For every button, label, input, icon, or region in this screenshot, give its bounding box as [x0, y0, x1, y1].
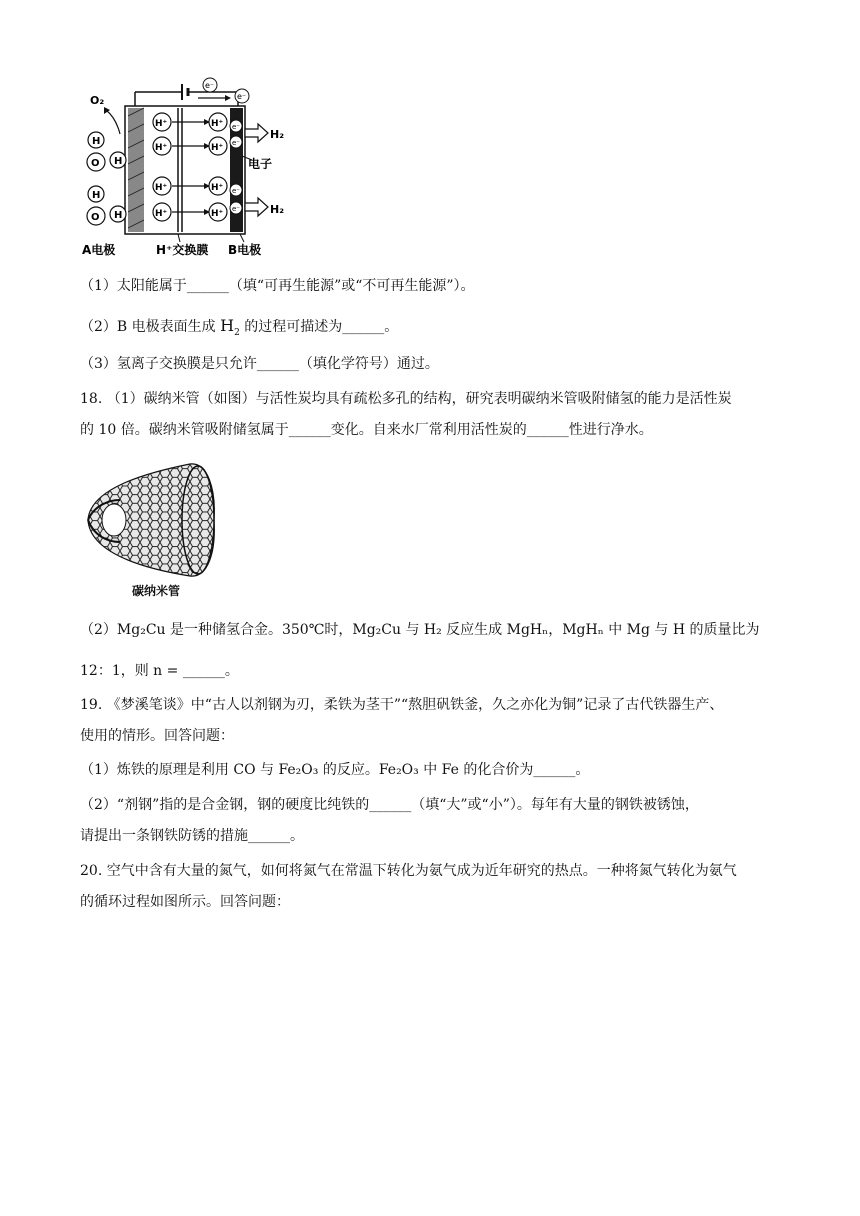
b-electrode-label: B电极	[228, 243, 262, 257]
q19-part1: （1）炼铁的原理是利用 CO 与 Fe₂O₃ 的反应。Fe₂O₃ 中 Fe 的化合价为______。	[80, 762, 590, 778]
svg-text:H⁺: H⁺	[155, 143, 168, 153]
q17-part2-pre: （2）B 电极表面生成	[80, 319, 221, 335]
q17-part2-formula	[220, 316, 240, 339]
q19-part2-line1: （2）“剂钢”指的是合金钢，钢的硬度比纯铁的______（填“大”或“小”）。每年有大量的钢铁被锈蚀，	[80, 797, 699, 813]
nanotube-caption: 碳纳米管	[132, 584, 181, 598]
q19-stem-line2: 使用的情形。回答问题：	[80, 728, 234, 744]
svg-text:e⁻: e⁻	[237, 92, 247, 101]
q19-stem-line1: 19. 《梦溪笔谈》中“古人以剂钢为刃，柔铁为茎干”“熬胆矾铁釜，久之亦化为铜”记录了古代铁器生产、	[80, 697, 724, 713]
q18-stem-line1: 18. （1）碳纳米管（如图）与活性炭均具有疏松多孔的结构，研究表明碳纳米管吸附储氢的能力是活性炭	[80, 391, 732, 407]
q18-stem-line2: 的 10 倍。碳纳米管吸附储氢属于______变化。自来水厂常利用活性炭的______性进行净水。	[80, 422, 653, 438]
q17-part1: （1）太阳能属于______（填“可再生能源”或“不可再生能源”）。	[80, 278, 475, 294]
nanotube-figure	[80, 460, 220, 602]
svg-text:H⁺: H⁺	[211, 209, 224, 219]
q20-stem-line1: 20. 空气中含有大量的氮气，如何将氮气在常温下转化为氨气成为近年研究的热点。一种将氮气转化为氨气	[80, 863, 737, 879]
svg-text:e⁻: e⁻	[232, 187, 241, 195]
q17-part2	[80, 316, 398, 343]
q17-part2-post: 的过程可描述为______。	[239, 319, 399, 335]
svg-text:H: H	[92, 136, 101, 147]
svg-text:e⁻: e⁻	[232, 139, 241, 147]
h2-formula-symbol: H	[220, 316, 235, 335]
electrolysis-figure	[80, 76, 290, 262]
nanotube-diagram	[80, 460, 220, 584]
svg-text:H⁺: H⁺	[155, 209, 168, 219]
o2-label: O₂	[90, 94, 105, 107]
svg-text:H: H	[92, 190, 101, 201]
h2-label-top: H₂	[270, 128, 285, 141]
svg-text:H⁺: H⁺	[211, 183, 224, 193]
svg-text:H: H	[114, 156, 123, 167]
svg-text:H⁺: H⁺	[155, 119, 168, 129]
svg-text:O: O	[91, 212, 100, 223]
svg-text:H⁺: H⁺	[211, 143, 224, 153]
svg-text:H⁺: H⁺	[155, 183, 168, 193]
svg-text:e⁻: e⁻	[205, 81, 215, 90]
svg-text:e⁻: e⁻	[232, 205, 241, 213]
a-electrode-label: A电极	[82, 243, 116, 257]
h2-formula-subscript: 2	[234, 328, 240, 339]
electrolysis-diagram	[80, 76, 290, 262]
membrane-label: H⁺交换膜	[156, 243, 209, 257]
svg-text:H: H	[114, 210, 123, 221]
q18-part2-line1: （2）Mg₂Cu 是一种储氢合金。350℃时，Mg₂Cu 与 H₂ 反应生成 MgHₙ，MgHₙ 中 Mg 与 H 的质量比为	[80, 622, 760, 638]
electron-label: 电子	[248, 157, 273, 171]
q19-part2-line2: 请提出一条钢铁防锈的措施______。	[80, 828, 304, 844]
q18-part2-line2: 12：1，则 n = ______。	[80, 663, 239, 679]
svg-text:O: O	[91, 158, 100, 169]
q17-part3: （3）氢离子交换膜是只允许______（填化学符号）通过。	[80, 356, 439, 372]
svg-text:e⁻: e⁻	[232, 123, 241, 131]
q20-stem-line2: 的循环过程如图所示。回答问题：	[80, 894, 290, 910]
svg-text:H⁺: H⁺	[211, 119, 224, 129]
h2-label-bottom: H₂	[270, 203, 285, 216]
